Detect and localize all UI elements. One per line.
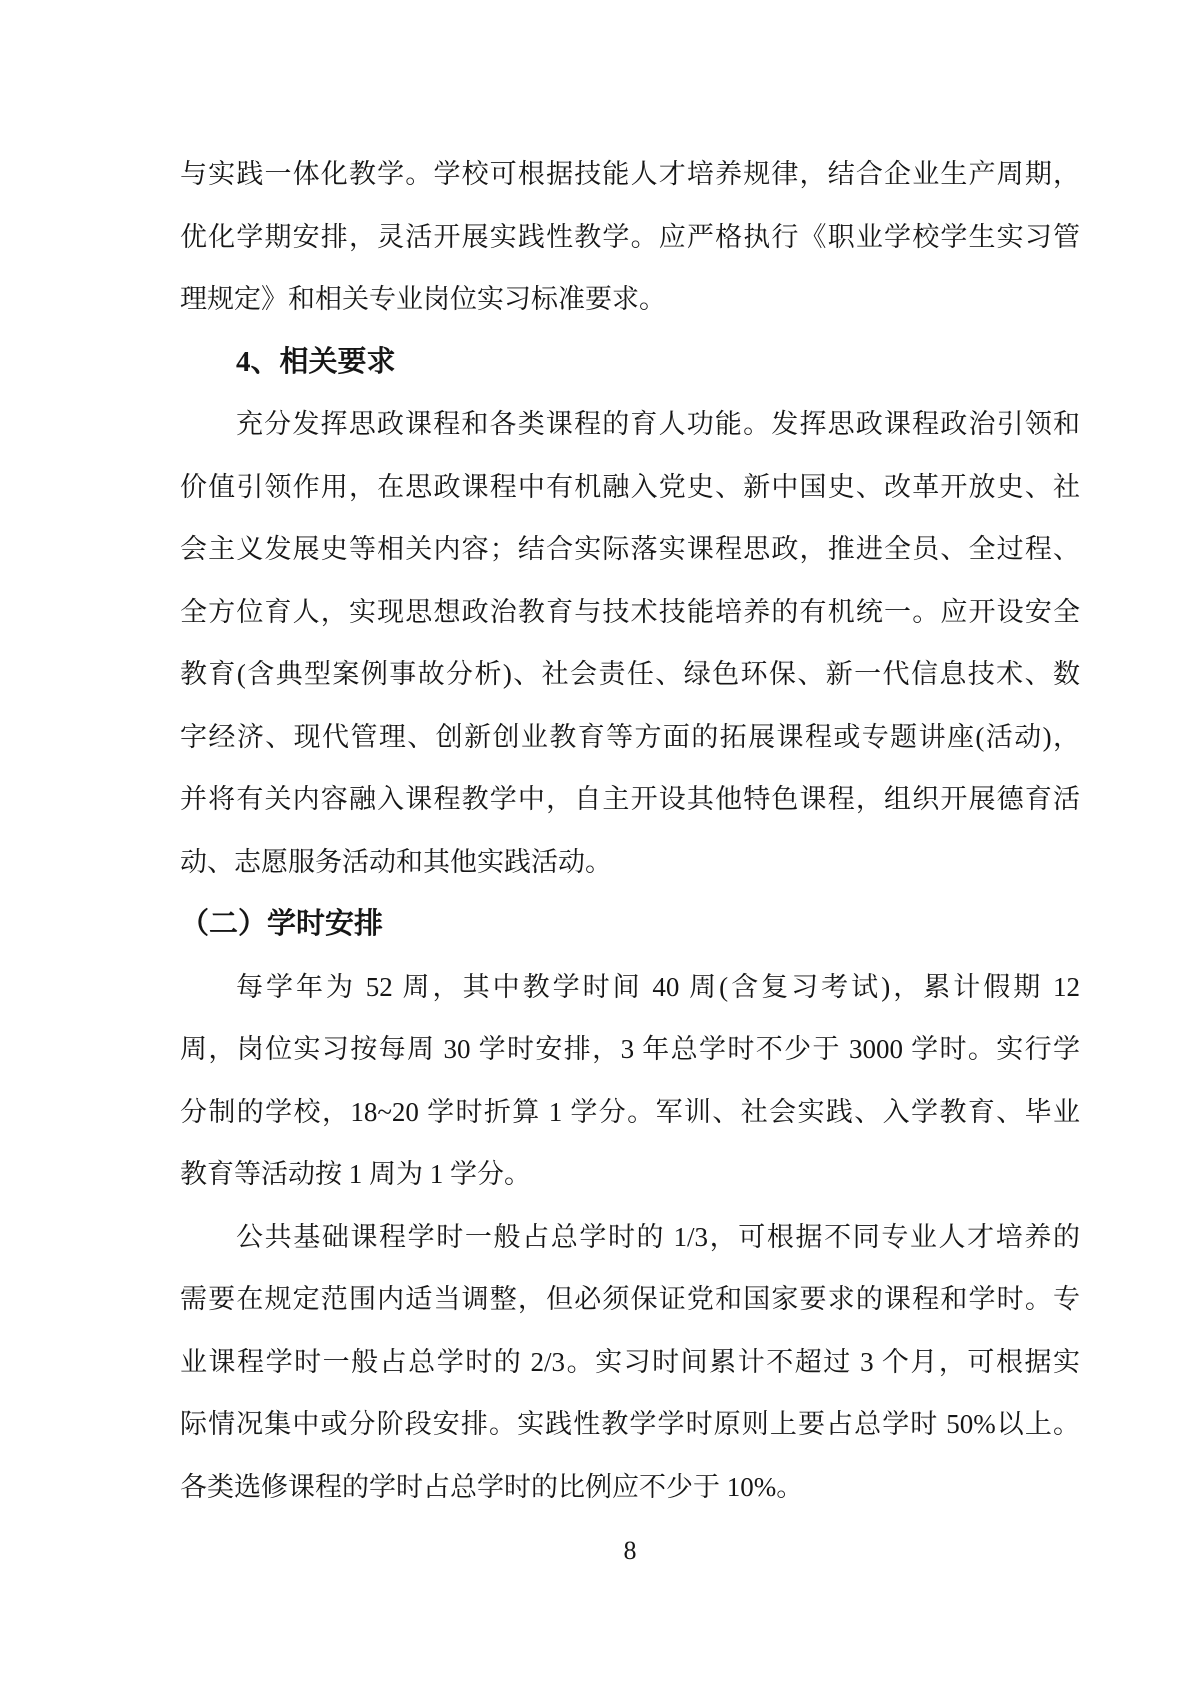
paragraph-line: 全方位育人，实现思想政治教育与技术技能培养的有机统一。应开设安全: [180, 596, 1080, 627]
paragraph-line: 教育(含典型案例事故分析)、社会责任、绿色环保、新一代信息技术、数: [180, 659, 1080, 689]
paragraph-line: 分制的学校，18~20 学时折算 1 学分。军训、社会实践、入学教育、毕业: [180, 1096, 1080, 1127]
paragraph-line: 各类选修课程的学时占总学时的比例应不少于 10%。: [180, 1471, 804, 1502]
paragraph-line: 业课程学时一般占总学时的 2/3。实习时间累计不超过 3 个月，可根据实: [180, 1346, 1080, 1377]
paragraph-line: 会主义发展史等相关内容；结合实际落实课程思政，推进全员、全过程、: [180, 534, 1080, 564]
paragraph-line: 教育等活动按 1 周为 1 学分。: [180, 1159, 531, 1189]
subsection-heading: 4、相关要求: [236, 345, 396, 378]
paragraph-line: 价值引领作用，在思政课程中有机融入党史、新中国史、改革开放史、社: [180, 471, 1080, 502]
paragraph-line: 周，岗位实习按每周 30 学时安排，3 年总学时不少于 3000 学时。实行学: [180, 1034, 1080, 1064]
paragraph-line: 际情况集中或分阶段安排。实践性教学学时原则上要占总学时 50%以上。: [180, 1409, 1080, 1439]
paragraph-line: 与实践一体化教学。学校可根据技能人才培养规律，结合企业生产周期，: [180, 159, 1080, 189]
paragraph-line: 公共基础课程学时一般占总学时的 1/3，可根据不同专业人才培养的: [236, 1221, 1080, 1252]
paragraph-line: 动、志愿服务活动和其他实践活动。: [180, 846, 612, 877]
page-number: 8: [623, 1536, 637, 1565]
paragraph-line: 需要在规定范围内适当调整，但必须保证党和国家要求的课程和学时。专: [180, 1284, 1080, 1314]
paragraph-line: 字经济、现代管理、创新创业教育等方面的拓展课程或专题讲座(活动)，: [180, 721, 1080, 752]
paragraph-line: 每学年为 52 周，其中教学时间 40 周(含复习考试)，累计假期 12: [236, 971, 1080, 1002]
document-body: [180, 143, 1080, 1518]
paragraph-line: 并将有关内容融入课程教学中，自主开设其他特色课程，组织开展德育活: [180, 784, 1080, 814]
paragraph-line: 优化学期安排，灵活开展实践性教学。应严格执行《职业学校学生实习管: [180, 221, 1080, 252]
paragraph-line: 理规定》和相关专业岗位实习标准要求。: [180, 284, 666, 314]
paragraph-line: 充分发挥思政课程和各类课程的育人功能。发挥思政课程政治引领和: [236, 409, 1080, 439]
section-heading: （二）学时安排: [180, 908, 384, 940]
